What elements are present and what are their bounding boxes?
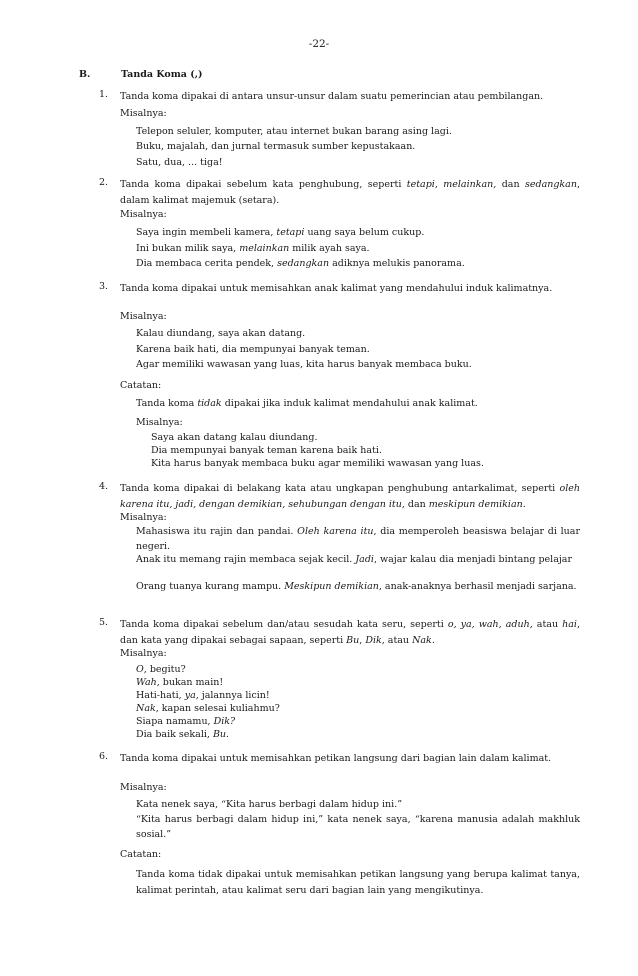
example-label: Misalnya:: [120, 648, 167, 659]
example-line: Mahasiswa itu rajin dan pandai. Oleh karena itu, dia memperoleh beasiswa belajar di luar negeri.: [136, 526, 580, 552]
example-label: Misalnya:: [120, 209, 167, 220]
example-line: Hati-hati, ya, jalannya licin!: [136, 690, 270, 701]
note-text: Tanda koma tidak dipakai jika induk kalimat mendahului anak kalimat.: [136, 398, 478, 409]
item-number: 3.: [99, 281, 109, 292]
item-number: 2.: [99, 177, 109, 188]
note-label: Catatan:: [120, 849, 162, 860]
page-number: -22-: [308, 38, 330, 50]
example-line: Wah, bukan main!: [136, 677, 224, 688]
item-text: Tanda koma dipakai di belakang kata atau ungkapan penghubung antarkalimat, seperti oleh karena itu, jadi, dengan demikian, sehubungan dengan itu, dan meskipun demikian.: [120, 483, 580, 510]
example-label: Misalnya:: [120, 512, 167, 523]
section-title: Tanda Koma (,): [121, 69, 203, 80]
example-label: Misalnya:: [120, 108, 167, 119]
item-text: Tanda koma dipakai untuk memisahkan petikan langsung dari bagian lain dalam kalimat.: [120, 753, 552, 764]
example-line: Buku, majalah, dan jurnal termasuk sumber kepustakaan.: [136, 141, 416, 152]
example-line: Kita harus banyak membaca buku agar memiliki wawasan yang luas.: [151, 458, 484, 469]
item-number: 5.: [99, 617, 109, 628]
example-label: Misalnya:: [120, 782, 167, 793]
example-line: Agar memiliki wawasan yang luas, kita harus banyak membaca buku.: [136, 359, 472, 370]
example-line: Kata nenek saya, “Kita harus berbagi dalam hidup ini.”: [136, 799, 403, 810]
example-line: Telepon seluler, komputer, atau internet bukan barang asing lagi.: [136, 126, 452, 137]
item-number: 1.: [99, 89, 109, 100]
example-line: Karena baik hati, dia mempunyai banyak teman.: [136, 344, 370, 355]
example-line: Dia mempunyai banyak teman karena baik hati.: [151, 445, 382, 456]
example-line: Kalau diundang, saya akan datang.: [136, 328, 306, 339]
example-line: Orang tuanya kurang mampu. Meskipun demikian, anak-anaknya berhasil menjadi sarjana.: [136, 581, 577, 592]
note-text: Tanda koma tidak dipakai untuk memisahkan petikan langsung yang berupa kalimat tanya, kalimat perintah, atau kalimat seru dari bagian lain yang mengikutinya.: [136, 869, 580, 896]
example-label: Misalnya:: [120, 311, 167, 322]
example-label: Misalnya:: [136, 417, 183, 428]
item-text: Tanda koma dipakai sebelum kata penghubung, seperti tetapi, melainkan, dan sedangkan, dalam kalimat majemuk (setara).: [120, 179, 580, 206]
example-line: Nak, kapan selesai kuliahmu?: [136, 703, 280, 714]
example-line: Saya ingin membeli kamera, tetapi uang saya belum cukup.: [136, 227, 425, 238]
example-line: Anak itu memang rajin membaca sejak kecil. Jadi, wajar kalau dia menjadi bintang pelajar: [136, 554, 573, 565]
example-line: Siapa namamu, Dik?: [136, 716, 236, 727]
section-letter: B.: [79, 69, 91, 80]
item-text: Tanda koma dipakai untuk memisahkan anak kalimat yang mendahului induk kalimatnya.: [120, 283, 553, 294]
item-text: Tanda koma dipakai di antara unsur-unsur dalam suatu pemerincian atau pembilangan.: [120, 91, 544, 102]
example-line: Saya akan datang kalau diundang.: [151, 432, 318, 443]
item-text: Tanda koma dipakai sebelum dan/atau sesudah kata seru, seperti o, ya, wah, aduh, atau hai, dan kata yang dipakai sebagai sapaan, seperti Bu, Dik, atau Nak.: [120, 619, 580, 646]
example-line: Dia baik sekali, Bu.: [136, 729, 230, 740]
example-line: Satu, dua, ... tiga!: [136, 157, 223, 168]
item-number: 6.: [99, 751, 109, 762]
example-line: Ini bukan milik saya, melainkan milik ayah saya.: [136, 243, 370, 254]
note-label: Catatan:: [120, 380, 162, 391]
example-line: Dia membaca cerita pendek, sedangkan adiknya melukis panorama.: [136, 258, 465, 269]
section-heading: [79, 69, 203, 80]
item-number: 4.: [99, 481, 109, 492]
example-line: “Kita harus berbagi dalam hidup ini,” kata nenek saya, “karena manusia adalah makhluk sosial.”: [136, 814, 580, 840]
example-line: O, begitu?: [136, 664, 186, 675]
